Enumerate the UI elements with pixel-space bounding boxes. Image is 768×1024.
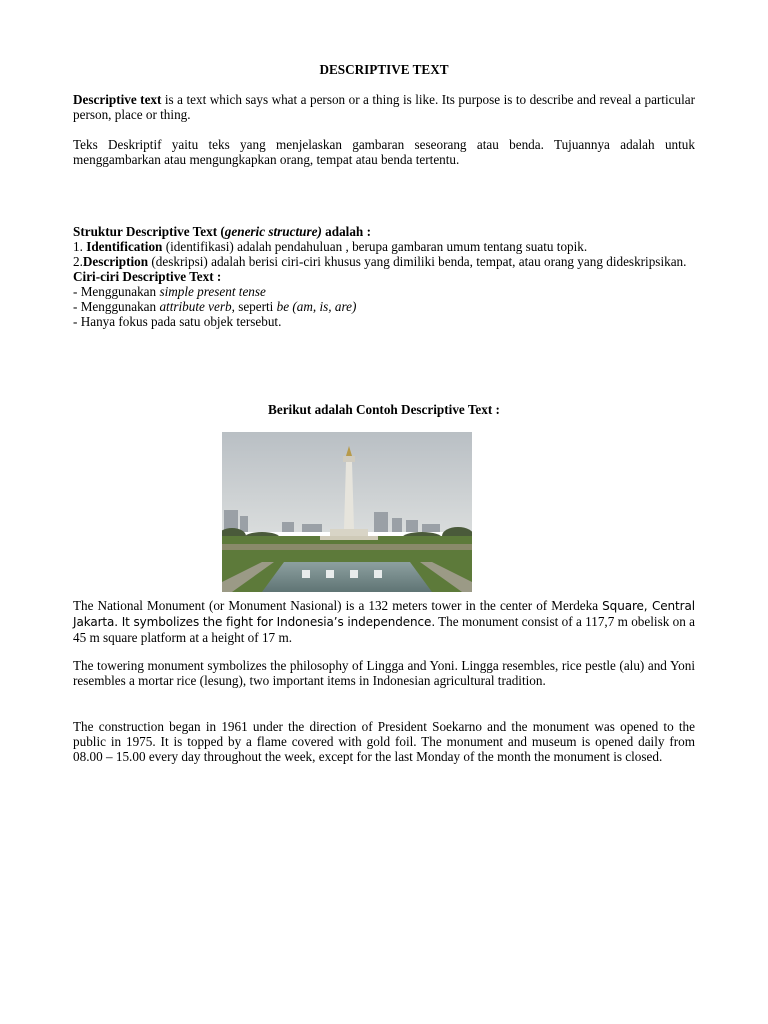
monument-photo	[222, 432, 472, 592]
structure-item-description: 2.Description (deskripsi) adalah berisi ciri-ciri khusus yang dimiliki benda, tempat, atau orang yang dideskripsikan.	[73, 254, 687, 269]
definition-term: Descriptive text	[73, 92, 162, 107]
feature-item-2: - Menggunakan attribute verb, seperti be (am, is, are)	[73, 299, 357, 314]
features-heading: Ciri-ciri Descriptive Text :	[73, 269, 222, 284]
feature-item-3: - Hanya fokus pada satu objek tersebut.	[73, 314, 282, 329]
example-heading: Berikut adalah Contoh Descriptive Text :	[268, 402, 500, 417]
structure-heading: Struktur Descriptive Text (generic structure) adalah :	[73, 224, 371, 239]
photo-pool	[262, 562, 432, 592]
example-paragraph-1: The National Monument (or Monument Nasional) is a 132 meters tower in the center of Merdeka Square, Central Jakarta. It symbolizes the fight for Indonesia’s independence. The monument consist of a 117,7 m obelisk on a 45 m square platform at a height of 17 m.	[73, 598, 695, 645]
structure-item-identification: 1. Identification (identifikasi) adalah pendahuluan , berupa gambaran umum tentang suatu topik.	[73, 239, 588, 254]
definition-paragraph	[73, 92, 695, 122]
definition-indonesian-paragraph: Teks Deskriptif yaitu teks yang menjelaskan gambaran seseorang atau benda. Tujuannya adalah untuk menggambarkan atau mengungkapkan orang, tempat atau benda tertentu.	[73, 137, 695, 167]
example-paragraph-3: The construction began in 1961 under the direction of President Soekarno and the monument was opened to the public in 1975. It is topped by a flame covered with gold foil. The monument and museum is opened daily from 08.00 – 15.00 every day throughout the week, except for the last Monday of the month the monument is closed.	[73, 719, 695, 764]
feature-item-1: - Menggunakan simple present tense	[73, 284, 266, 299]
document-title: DESCRIPTIVE TEXT	[319, 62, 449, 77]
photo-platform	[330, 529, 368, 537]
definition-text: is a text which says what a person or a thing is like. Its purpose is to describe and reveal a particular person, place or thing.	[73, 92, 695, 122]
structure-section	[73, 224, 695, 329]
example-paragraph-2: The towering monument symbolizes the philosophy of Lingga and Yoni. Lingga resembles, rice pestle (alu) and Yoni resembles a mortar rice (lesung), two important items in Indonesian agricultural tradition.	[73, 658, 695, 688]
